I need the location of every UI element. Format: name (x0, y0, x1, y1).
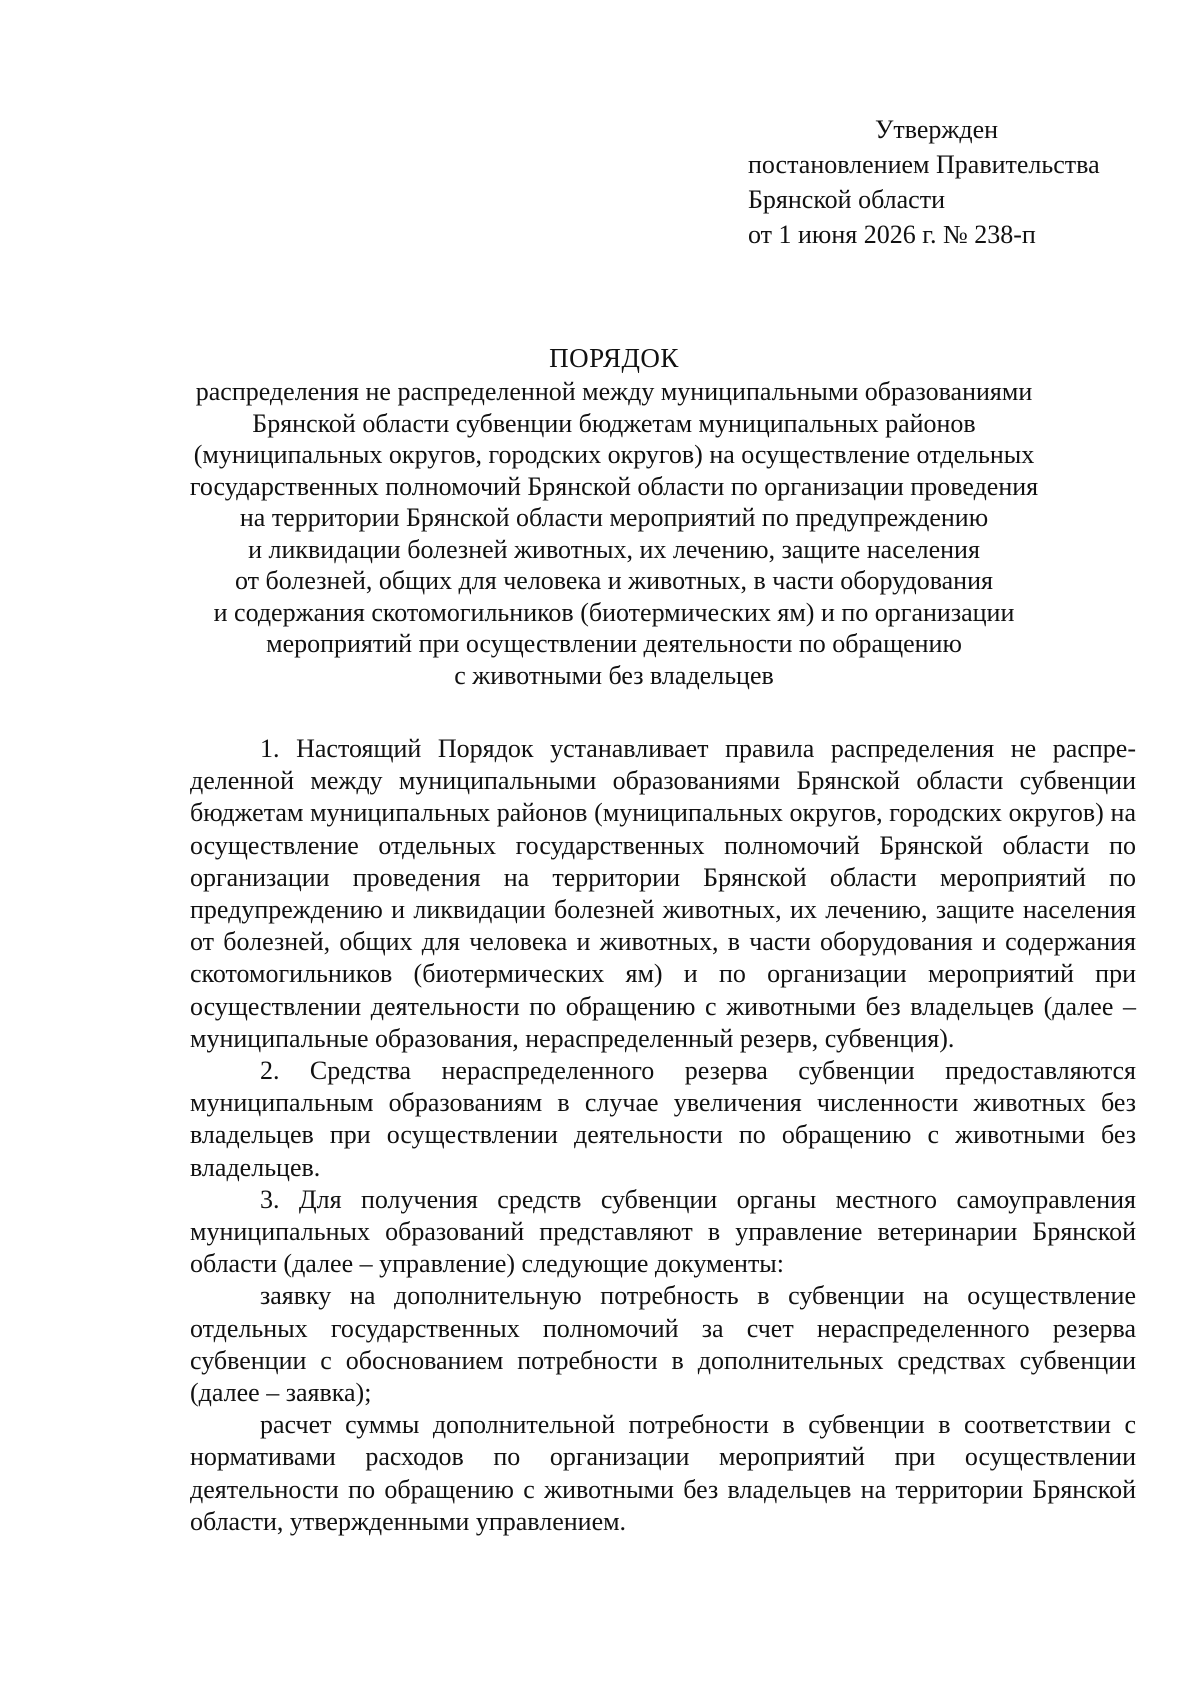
paragraph-1: 1. Настоящий Порядок устанавливает правила распределения не распределенной между муниципальными образованиями Брянской области субвенции бюджетам муниципальных районов (муниципальных округов, городских округов) на осуществление отдельных государственных полномочий Брянской области по организации проведения на территории Брянской области мероприятий по предупреждению и ликвидации болезней животных, их лечению, защите населения от болезней, общих для человека и животных, в части оборудования и содержания скотомогильников (биотермических ям) и по организации мероприятий при осуществлении деятельности по обращению с животными без владельцев (далее – муниципальные образования, нераспределенный резерв, субвенция). (190, 734, 1136, 1053)
approval-date-number: от 1 июня 2026 г. № 238-п (748, 220, 1036, 249)
approval-resolution-line: постановлением Правительства (748, 150, 1100, 179)
paragraph-2: 2. Средства нераспределенного резерва субвенции предоставляются муниципальным образованиям в случае увеличения численности животных без владельцев при осуществлении деятельности по обращению с животными без владельцев. (190, 1056, 1136, 1182)
document-title: ПОРЯДОК (549, 343, 679, 373)
subtitle-line: государственных полномочий Брянской области по организации проведения (189, 471, 1039, 501)
subtitle-line: мероприятий при осуществлении деятельности по обращению (266, 629, 962, 658)
document-body (190, 733, 1136, 1538)
document-title-block (150, 340, 1078, 691)
subtitle-line: с животными без владельцев (454, 660, 774, 690)
paragraph-3-item-calculation: расчет суммы дополнительной потребности в субвенции в соответствии с нормативами расходов по организации мероприятий при осуществлении деятельности по обращению с животными без владельцев на территории Брянской области, утвержденными управлением. (190, 1410, 1136, 1536)
subtitle-line: (муниципальных округов, городских округов) на осуществление отдельных (193, 440, 1035, 469)
subtitle-line: Брянской области субвенции бюджетам муниципальных районов (252, 408, 976, 438)
approval-stamp-block (748, 112, 1168, 252)
approval-region-line: Брянской области (748, 185, 945, 214)
paragraph-3: 3. Для получения средств субвенции органы местного самоуправления муниципальных образований представляют в управление ветеринарии Брянской области (далее – управление) следующие документы: (190, 1184, 1136, 1279)
subtitle-line: от болезней, общих для человека и животных, в части оборудования (235, 566, 993, 595)
subtitle-line: распределения не распределенной между муниципальными образованиями (195, 377, 1033, 406)
paragraph-3-item-application: заявку на дополнительную потребность в субвенции на осуществление отдельных государственных полномочий за счет нераспределенного резерва субвенции с обоснованием потребности в дополнительных средствах субвенции (далее – заявка); (190, 1281, 1136, 1408)
subtitle-line: и ликвидации болезней животных, их лечению, защите населения (248, 534, 980, 564)
subtitle-line: на территории Брянской области мероприятий по предупреждению (239, 503, 989, 532)
approval-approved-label: Утвержден (875, 115, 999, 144)
subtitle-line: и содержания скотомогильников (биотермических ям) и по организации (213, 597, 1015, 627)
